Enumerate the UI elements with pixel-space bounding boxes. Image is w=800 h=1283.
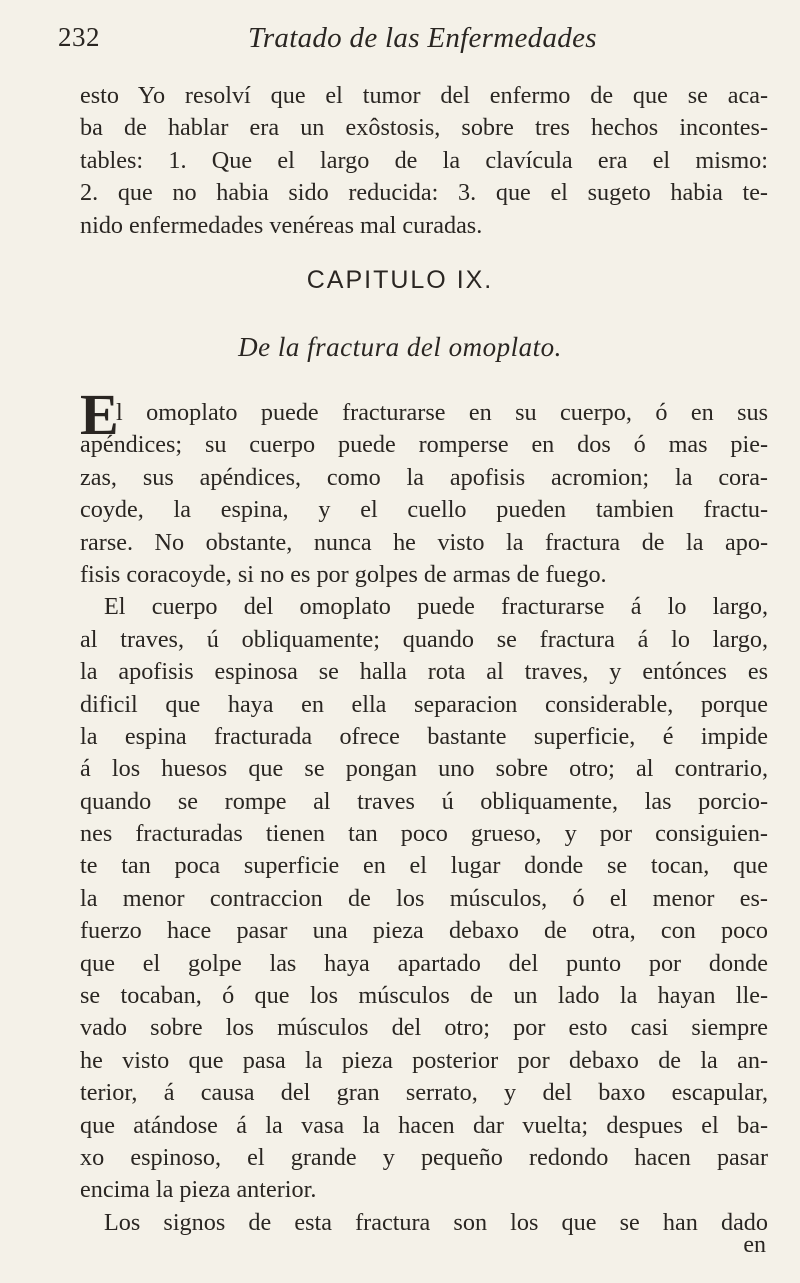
text-line: vado sobre los músculos del otro; por esto casi siempre [80,1014,768,1042]
text-line: nido enfermedades venéreas mal curadas. [80,211,483,239]
text-line: la apofisis espinosa se halla rota al traves, y entónces es [80,658,768,686]
text-line: quando se rompe al traves ú obliquamente, las porcio- [80,787,768,815]
text-line: rarse. No obstante, nunca he visto la fractura de la apo- [80,528,768,556]
text-line: que atándose á la vasa la hacen dar vuelta; despues el ba- [80,1111,768,1139]
text-line: zas, sus apéndices, como la apofisis acromion; la cora- [80,463,768,491]
running-title: Tratado de las Enfermedades [248,22,597,54]
chapter-body [80,397,768,1239]
text-line: esto Yo resolví que el tumor del enfermo de que se aca- [80,82,768,109]
intro-paragraph [80,80,768,242]
catchword: en [743,1232,766,1258]
text-line: terior, á causa del gran serrato, y del baxo escapular, [80,1079,768,1107]
text-line: dificil que haya en ella separacion considerable, porque [80,690,768,718]
text-line: á los huesos que se pongan uno sobre otro; al contrario, [80,755,768,783]
text-line: fisis coracoyde, si no es por golpes de armas de fuego. [80,560,607,588]
text-line: tables: 1. Que el largo de la clavícula era el mismo: [80,146,768,174]
text-line: 2. que no habia sido reducida: 3. que el sugeto habia te- [80,179,768,207]
text-line: Los signos de esta fractura son los que se han dado [104,1208,768,1236]
text-line: que el golpe las haya apartado del punto por donde [80,949,768,977]
page-number: 232 [58,22,100,52]
text-line: l omoplato puede fracturarse en su cuerpo, ó en sus [116,399,768,426]
text-line: El cuerpo del omoplato puede fracturarse á lo largo, [104,593,768,621]
text-line: coyde, la espina, y el cuello pueden tambien fractu- [80,496,768,524]
text-line: la espina fracturada ofrece bastante superficie, é impide [80,722,768,750]
text-line: ba de hablar era un exôstosis, sobre tres hechos incontes- [80,114,768,142]
text-line: xo espinoso, el grande y pequeño redondo hacen pasar [80,1143,768,1171]
text-line: la menor contraccion de los músculos, ó el menor es- [80,884,768,912]
chapter-heading: CAPITULO IX. [306,266,494,294]
text-line: apéndices; su cuerpo puede romperse en dos ó mas pie- [80,431,768,459]
text-line: nes fracturadas tienen tan poco grueso, y por consiguien- [80,820,768,848]
text-line: he visto que pasa la pieza posterior por debaxo de la an- [80,1046,768,1074]
text-line: al traves, ú obliquamente; quando se fractura á lo largo, [80,625,768,653]
text-line: encima la pieza anterior. [80,1176,317,1204]
text-line: fuerzo hace pasar una pieza debaxo de otra, con poco [80,917,768,945]
text-line: se tocaban, ó que los músculos de un lado la hayan lle- [80,982,768,1010]
text-line: te tan poca superficie en el lugar donde se tocan, que [80,852,768,880]
chapter-subtitle: De la fractura del omoplato. [238,332,562,362]
page-header [58,22,760,66]
drop-cap: E [80,382,119,447]
